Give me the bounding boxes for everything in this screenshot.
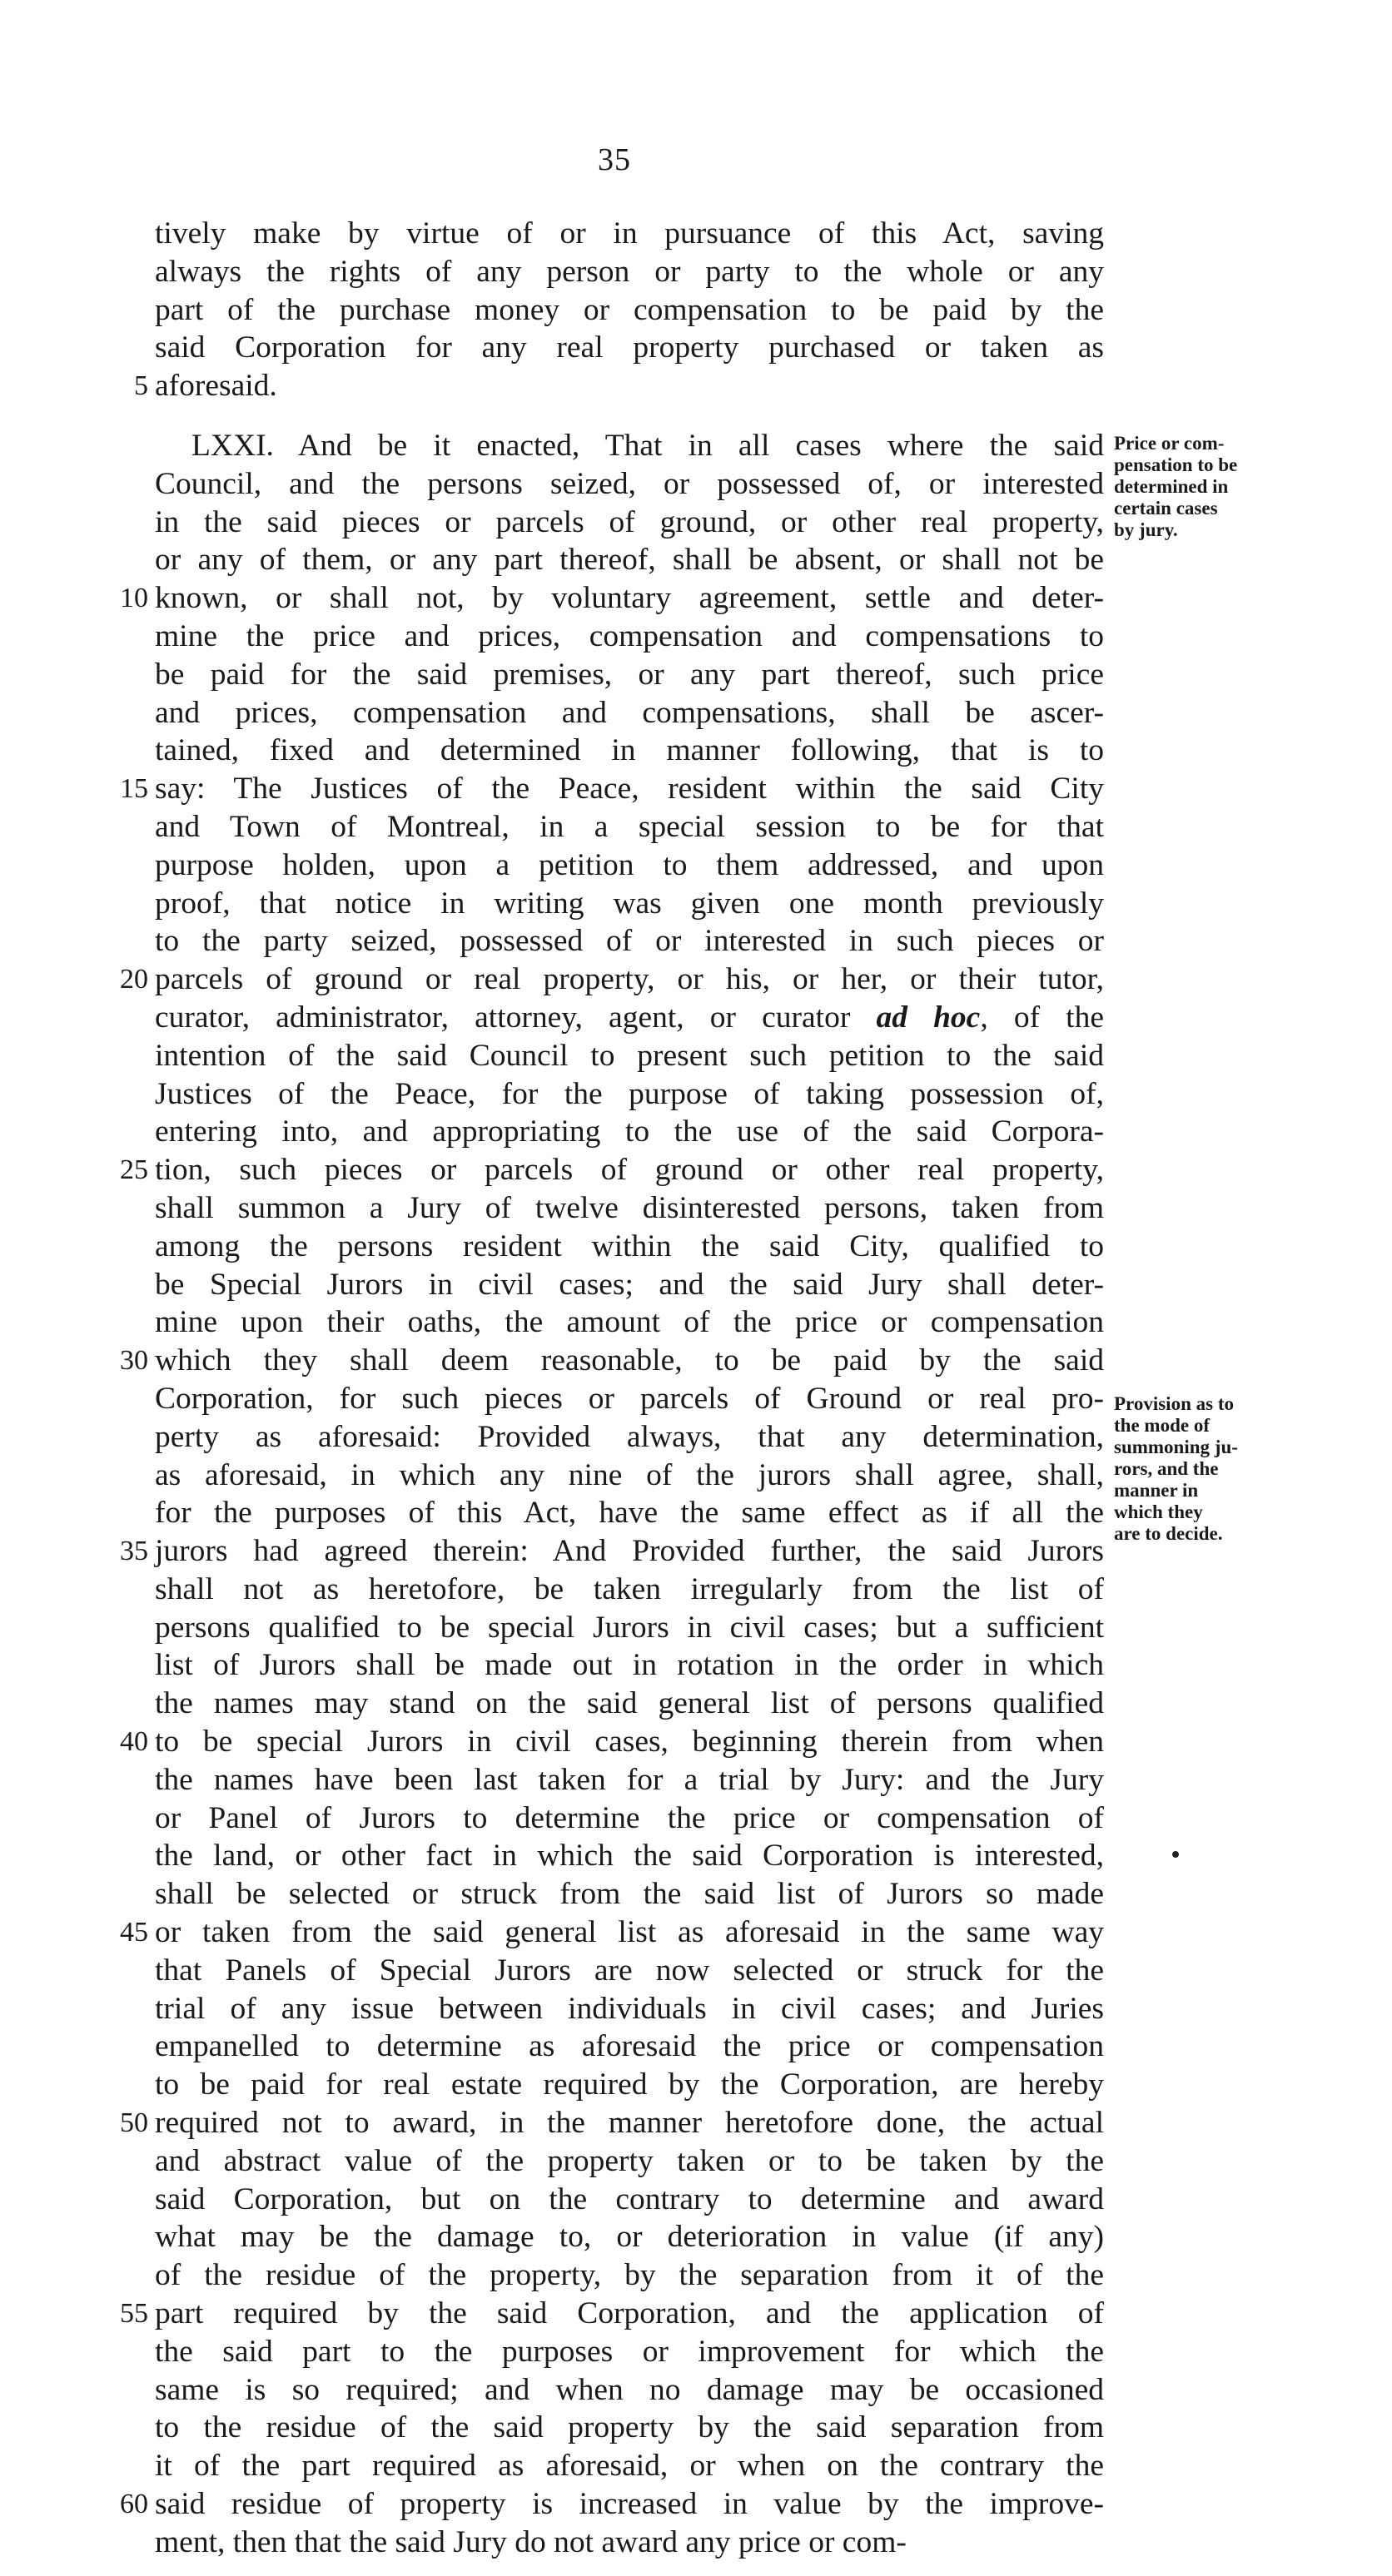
line-text: it of the part required as aforesaid, or when on the contrary the <box>155 2449 1104 2484</box>
text-line <box>155 2142 1104 2181</box>
text-line <box>155 1494 1104 1532</box>
line-text: mine the price and prices, compensation and compensations to <box>155 618 1104 653</box>
line-text: as aforesaid, in which any nine of the jurors shall agree, shall, <box>155 1457 1104 1492</box>
text-line <box>155 2371 1104 2410</box>
line-text: for the purposes of this Act, have the same effect as if all the <box>155 1496 1104 1531</box>
line-number: 5 <box>134 370 148 402</box>
text-line <box>155 291 1104 330</box>
text-line <box>155 1228 1104 1266</box>
text-line <box>155 808 1104 846</box>
line-number: 25 <box>120 1154 148 1186</box>
text-line <box>120 2104 1104 2142</box>
text-line <box>155 1189 1104 1228</box>
line-number: 20 <box>120 964 148 995</box>
text-line <box>155 1685 1104 1723</box>
text-line <box>155 2181 1104 2219</box>
line-number: 30 <box>120 1345 148 1377</box>
margin-note-line: summoning ju- <box>1114 1437 1238 1457</box>
line-text: and Town of Montreal, in a special session to be for that <box>155 809 1104 844</box>
line-text: the said part to the purposes or improvement for which the <box>155 2334 1104 2369</box>
text-line <box>155 999 1104 1037</box>
text-line <box>155 1799 1104 1838</box>
line-text: jurors had agreed therein: And Provided further, the said Jurors <box>155 1534 1104 1569</box>
line-text: Council, and the persons seized, or possessed of, or interested <box>155 466 1104 501</box>
text-line <box>155 2409 1104 2447</box>
text-line <box>155 1571 1104 1609</box>
text-line <box>155 1380 1104 1418</box>
line-text: the names may stand on the said general list of persons qualified <box>155 1686 1104 1721</box>
line-text: what may be the damage to, or deterioration in value (if any) <box>155 2220 1104 2255</box>
line-text: shall not as heretofore, be taken irregularly from the list of <box>155 1571 1104 1606</box>
margin-note-line: by jury. <box>1114 519 1178 540</box>
line-text: and prices, compensation and compensations, shall be ascer- <box>155 695 1104 730</box>
text-line <box>120 1342 1104 1380</box>
text-line <box>155 2066 1104 2104</box>
line-text: and abstract value of the property taken or to be taken by the <box>155 2143 1104 2178</box>
line-text: in the said pieces or parcels of ground, or other real property, <box>155 504 1104 539</box>
text-line <box>120 2295 1104 2333</box>
text-line <box>155 2447 1104 2485</box>
line-number: 55 <box>120 2298 148 2330</box>
text-line <box>155 465 1104 504</box>
margin-note-jury-provision <box>1114 1393 1297 1545</box>
line-text: shall be selected or struck from the said list of Jurors so made <box>155 1877 1104 1912</box>
text-line <box>155 329 1104 367</box>
text-line <box>155 1457 1104 1495</box>
text-line <box>120 1723 1104 1761</box>
text-line <box>155 1761 1104 1799</box>
text-line <box>155 2333 1104 2371</box>
text-line <box>155 1875 1104 1913</box>
text-line <box>155 618 1104 656</box>
page-number: 35 <box>598 142 631 177</box>
line-text: entering into, and appropriating to the use of the said Corpora- <box>155 1114 1104 1149</box>
line-text: to be paid for real estate required by the Corporation, are hereby <box>155 2067 1104 2102</box>
margin-note-line: Price or com- <box>1114 433 1225 454</box>
text-line <box>155 1646 1104 1685</box>
text-line <box>134 367 1104 405</box>
line-text: persons qualified to be special Jurors in civil cases; but a sufficient <box>155 1610 1104 1645</box>
text-line <box>155 922 1104 960</box>
line-text: be paid for the said premises, or any part thereof, such price <box>155 657 1104 692</box>
text-line <box>155 885 1104 923</box>
line-text: curator, administrator, attorney, agent, or curator <box>155 1000 851 1035</box>
italic-phrase: ad hoc <box>876 1000 981 1035</box>
line-text: the land, or other fact in which the said Corporation is interested, <box>155 1839 1104 1874</box>
line-text: ment, then that the said Jury do not award any price or com- <box>155 2524 907 2559</box>
line-text: empanelled to determine as aforesaid the price or compensation <box>155 2029 1104 2064</box>
ink-speck <box>1172 1851 1179 1858</box>
line-text: that Panels of Special Jurors are now selected or struck for the <box>155 1953 1104 1988</box>
line-text: LXXI. And be it enacted, That in all cases where the said <box>191 428 1104 463</box>
line-text: required not to award, in the manner heretofore done, the actual <box>155 2106 1104 2141</box>
statute-text <box>120 215 1104 2562</box>
margin-note-line: are to decide. <box>1114 1523 1223 1544</box>
text-line <box>120 770 1104 808</box>
text-line <box>155 656 1104 694</box>
line-text: always the rights of any person or party to the whole or any <box>155 254 1104 289</box>
line-text-tail: , of the <box>980 1000 1104 1035</box>
text-line <box>155 253 1104 291</box>
text-line <box>155 694 1104 732</box>
line-number: 40 <box>120 1726 148 1758</box>
line-text: tion, such pieces or parcels of ground or other real property, <box>155 1153 1104 1188</box>
line-text: perty as aforesaid: Provided always, that any determination, <box>155 1419 1104 1454</box>
text-line <box>155 2256 1104 2295</box>
text-line <box>155 1266 1104 1304</box>
line-text: trial of any issue between individuals in civil cases; and Juries <box>155 1991 1104 2026</box>
line-text: intention of the said Council to present such petition to the said <box>155 1038 1104 1073</box>
text-line <box>120 1532 1104 1571</box>
line-text: proof, that notice in writing was given one month previously <box>155 886 1104 921</box>
line-text: among the persons resident within the said City, qualified to <box>155 1228 1104 1263</box>
line-text: mine upon their oaths, the amount of the price or compensation <box>155 1305 1104 1340</box>
margin-note-line: Provision as to <box>1114 1393 1234 1414</box>
line-number: 10 <box>120 583 148 614</box>
line-text: aforesaid. <box>155 369 277 404</box>
text-line <box>120 579 1104 618</box>
line-text: list of Jurors shall be made out in rotation in the order in which <box>155 1648 1104 1683</box>
margin-note-line: determined in <box>1114 476 1229 497</box>
line-text: or taken from the said general list as aforesaid in the same way <box>155 1915 1104 1950</box>
line-text: or any of them, or any part thereof, shall be absent, or shall not be <box>155 543 1104 578</box>
line-number: 60 <box>120 2489 148 2520</box>
text-line <box>155 846 1104 885</box>
line-number: 50 <box>120 2107 148 2139</box>
line-text: known, or shall not, by voluntary agreement, settle and deter- <box>155 581 1104 616</box>
margin-note-line: rors, and the <box>1114 1458 1219 1479</box>
margin-note-line: the mode of <box>1114 1415 1210 1436</box>
text-line <box>155 504 1104 542</box>
line-text: or Panel of Jurors to determine the price or compensation of <box>155 1800 1104 1835</box>
line-text: to be special Jurors in civil cases, beginning therein from when <box>155 1725 1104 1760</box>
line-text: Corporation, for such pieces or parcels of Ground or real pro- <box>155 1381 1104 1416</box>
text-line <box>155 541 1104 579</box>
line-text: say: The Justices of the Peace, resident within the said City <box>155 772 1104 807</box>
line-number: 45 <box>120 1917 148 1948</box>
line-text: the names have been last taken for a trial by Jury: and the Jury <box>155 1762 1104 1797</box>
margin-note-price-compensation <box>1114 433 1297 541</box>
text-line <box>155 732 1104 770</box>
line-text: purpose holden, upon a petition to them addressed, and upon <box>155 847 1104 882</box>
text-line <box>155 2524 1104 2562</box>
line-text: part of the purchase money or compensation to be paid by the <box>155 292 1104 327</box>
line-number: 35 <box>120 1536 148 1567</box>
line-text: said Corporation for any real property purchased or taken as <box>155 330 1104 365</box>
line-text: same is so required; and when no damage may be occasioned <box>155 2372 1104 2407</box>
line-text: be Special Jurors in civil cases; and the said Jury shall deter- <box>155 1267 1104 1302</box>
line-text: said residue of property is increased in value by the improve- <box>155 2487 1104 2522</box>
text-line <box>155 1037 1104 1075</box>
line-text: parcels of ground or real property, or his, or her, or their tutor, <box>155 962 1104 997</box>
text-line <box>155 1075 1104 1114</box>
line-text: part required by the said Corporation, and the application of <box>155 2296 1104 2331</box>
text-line <box>155 1952 1104 1990</box>
text-line <box>155 1303 1104 1342</box>
line-text: tively make by virtue of or in pursuance of this Act, saving <box>155 216 1104 251</box>
margin-note-line: which they <box>1114 1501 1203 1522</box>
text-line <box>155 1837 1104 1875</box>
line-text: to the residue of the said property by the said separation from <box>155 2410 1104 2445</box>
line-text: of the residue of the property, by the separation from it of the <box>155 2258 1104 2293</box>
line-text: tained, fixed and determined in manner following, that is to <box>155 733 1104 768</box>
margin-note-line: manner in <box>1114 1480 1199 1501</box>
text-line <box>155 2028 1104 2066</box>
text-line <box>155 1418 1104 1457</box>
text-line <box>120 960 1104 999</box>
line-text: Justices of the Peace, for the purpose of taking possession of, <box>155 1076 1104 1111</box>
text-line <box>120 1913 1104 1952</box>
line-text: which they shall deem reasonable, to be paid by the said <box>155 1343 1104 1378</box>
text-line <box>155 1113 1104 1151</box>
margin-note-line: certain cases <box>1114 498 1218 519</box>
text-line <box>155 1990 1104 2028</box>
line-text: said Corporation, but on the contrary to determine and award <box>155 2181 1104 2216</box>
text-line <box>155 427 1104 465</box>
line-text: to the party seized, possessed of or interested in such pieces or <box>155 924 1104 959</box>
text-line <box>155 215 1104 253</box>
line-text: shall summon a Jury of twelve disinterested persons, taken from <box>155 1190 1104 1225</box>
text-line <box>120 2485 1104 2524</box>
text-line <box>120 1151 1104 1189</box>
margin-note-line: pensation to be <box>1114 454 1238 475</box>
text-line <box>155 1609 1104 1647</box>
text-line <box>155 2218 1104 2256</box>
line-number: 15 <box>120 773 148 805</box>
